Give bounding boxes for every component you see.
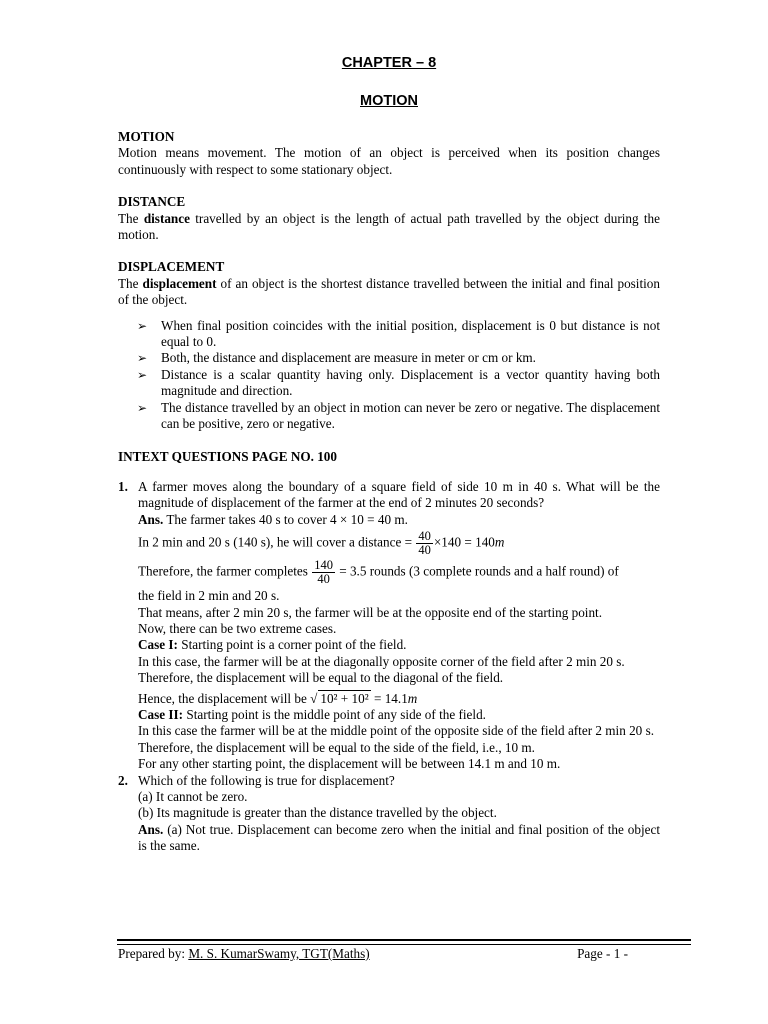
arrow-bullet-icon: ➢ — [137, 318, 148, 333]
arrow-bullet-icon: ➢ — [137, 367, 148, 382]
answer-line: Ans. The farmer takes 40 s to cover 4 × 10 = 40 m. — [138, 511, 408, 527]
bold-term: displacement — [142, 275, 217, 291]
intext-heading: INTEXT QUESTIONS PAGE NO. 100 — [118, 448, 337, 464]
text-line: Therefore, the displacement will be equal to the diagonal of the field. — [138, 670, 504, 686]
list-item: ➢ When final position coincides with the initial position, displacement is 0 but distance is not equal to 0. — [137, 317, 660, 350]
question-number: 1. — [118, 478, 128, 494]
fraction: $\frac{140}{40}$ — [314, 558, 333, 587]
section-text: Motion means movement. The motion of an object is perceived when its position changes continuously with respect to some stationary object. — [118, 145, 660, 177]
arrow-bullet-icon: ➢ — [137, 400, 148, 415]
footer-rule — [117, 939, 691, 941]
case-1-line: Case I: Starting point is a corner point of the field. — [138, 637, 407, 653]
section-distance — [118, 194, 660, 243]
question-text: Which of the following is true for displacement? — [138, 772, 395, 788]
case-2-line: Case II: Starting point is the middle point of any side of the field. — [138, 706, 486, 722]
chapter-heading: CHAPTER – 8 — [341, 55, 437, 71]
section-text: The displacement of an object is the shortest distance travelled between the initial and final position of the object. — [118, 275, 660, 308]
distance-formula: In 2 min and 20 s (140 s), he will cover a distance = $\frac{40}{40}$ ×140 = 140m — [138, 529, 505, 558]
text-line: Now, there can be two extreme cases. — [138, 620, 337, 636]
section-heading: MOTION — [118, 129, 175, 144]
section-heading: DISTANCE — [118, 194, 186, 210]
prepared-by: Prepared by: M. S. KumarSwamy, TGT(Maths) — [118, 946, 370, 961]
question-text: A farmer moves along the boundary of a square field of side 10 m in 40 s. What will be the magnitude of displacement of the farmer at the end of 2 minutes 20 seconds? — [138, 478, 660, 511]
option-b: (b) Its magnitude is greater than the distance travelled by the object. — [138, 805, 497, 821]
text-line: In this case the farmer will be at the middle point of the opposite side of the field after 2 min 20 s. — [138, 723, 655, 739]
text-line: That means, after 2 min 20 s, the farmer will be at the opposite end of the starting point. — [138, 604, 603, 620]
arrow-bullet-icon: ➢ — [137, 351, 148, 366]
sqrt-sign: √ — [310, 690, 318, 706]
option-a: (a) It cannot be zero. — [138, 789, 248, 804]
hence-formula: Hence, the displacement will be √ 10² + 10² = 14.1m — [138, 690, 418, 706]
footer-rule — [117, 944, 691, 945]
list-item: ➢ Distance is a scalar quantity having only. Displacement is a vector quantity having both magnitude and direction. — [137, 366, 660, 399]
rounds-formula: Therefore, the farmer completes $\frac{140}{40}$ = 3.5 rounds (3 complete rounds and a half round) of — [138, 558, 619, 587]
text-line: Therefore, the displacement will be equal to the side of the field, i.e., 10 m. — [138, 739, 535, 755]
question-number: 2. — [118, 772, 128, 788]
page-number: Page - 1 - — [577, 946, 628, 961]
page-title: MOTION — [360, 93, 418, 109]
section-motion — [118, 129, 660, 178]
document-page — [118, 52, 660, 855]
text-line: the field in 2 min and 20 s. — [138, 588, 280, 604]
question-1 — [118, 479, 660, 773]
fraction: $\frac{40}{40}$ — [418, 529, 431, 558]
section-heading: DISPLACEMENT — [118, 259, 225, 275]
section-displacement — [118, 259, 660, 432]
answer-line: Ans. (a) Not true. Displacement can become zero when the initial and final position of the object is the same. — [138, 821, 660, 854]
section-text: The distance travelled by an object is the length of actual path travelled by the object during the motion. — [118, 210, 660, 243]
text-line: For any other starting point, the displacement will be between 14.1 m and 10 m. — [138, 756, 561, 772]
list-item: ➢ The distance travelled by an object in motion can never be zero or negative. The displacement can be positive, zero or negative. — [137, 399, 660, 432]
question-list — [118, 479, 660, 855]
list-item: ➢ Both, the distance and displacement are measure in meter or cm or km. — [137, 350, 536, 366]
author-name: M. S. KumarSwamy, TGT(Maths) — [188, 946, 370, 961]
bullet-list — [118, 318, 660, 433]
bold-term: distance — [143, 210, 190, 226]
text-line: In this case, the farmer will be at the diagonally opposite corner of the field after 2 min 20 s. — [138, 653, 625, 669]
question-2 — [118, 773, 660, 855]
